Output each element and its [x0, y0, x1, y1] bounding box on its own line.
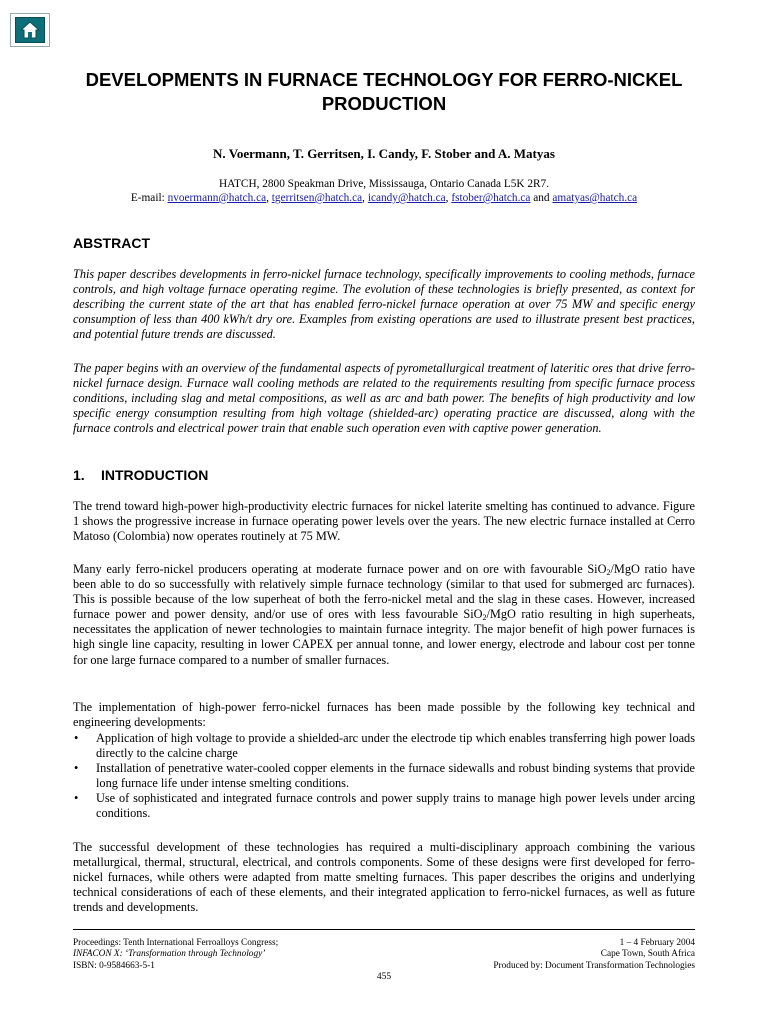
list-item: • Application of high voltage to provide a shielded-arc under the electrode tip which enables transferring high power loads directly to the calcine charge	[74, 731, 695, 761]
email-line: E-mail: nvoermann@hatch.ca, tgerritsen@hatch.ca, icandy@hatch.ca, fstober@hatch.ca and amatyas@hatch.ca	[130, 192, 638, 204]
email-link[interactable]: tgerritsen@hatch.ca	[271, 192, 363, 204]
body-paragraph: The trend toward high-power high-productivity electric furnaces for nickel laterite smelting has continued to advance. Figure 1 shows the progressive increase in furnace operating power levels over the years. The new electric furnace installed at Cerro Matoso (Colombia) now operates routinely at 75 MW.	[73, 499, 695, 544]
email-link[interactable]: fstober@hatch.ca	[451, 192, 531, 204]
footer-divider	[73, 929, 695, 930]
email-link[interactable]: icandy@hatch.ca	[367, 192, 446, 204]
footer-proceedings: Proceedings: Tenth International Ferroalloys Congress; INFACON X: ‘Transformation through Technology’ ISBN: 0-9584663-5-1	[73, 938, 279, 971]
email-link[interactable]: amatyas@hatch.ca	[552, 192, 638, 204]
abstract-heading: ABSTRACT	[73, 235, 150, 251]
list-item: • Use of sophisticated and integrated furnace controls and power supply trains to manage high power levels under arcing conditions.	[74, 791, 695, 821]
body-paragraph: Many early ferro-nickel producers operating at moderate furnace power and on ore with favourable SiO$_2$/MgO ratio have been able to do so successfully with relatively simple furnace technology (similar to that used for submerged arc furnaces). This is possible because of the low superheat of both the ferro-nickel metal and the slag in these cases. However, increased furnace power and power density, and/or use of ores with less favourable SiO$_2$/MgO ratio resulting in high superheats, necessitates the application of newer technologies to maintain furnace integrity. The major benefit of high power furnaces is high single line capacity, resulting in lower CAPEX per annual tonne, and lower energy, electrode and labour cost per tonne for one large furnace compared to a number of smaller furnaces.	[73, 562, 695, 667]
body-paragraph: The successful development of these technologies has required a multi-disciplinary approach combining the various metallurgical, thermal, structural, electrical, and controls components. Some of these designs were first developed for ferro-nickel furnaces, while others were adapted from matte smelting furnaces. This paper describes the origins and underlying technical considerations of each of these elements, and their integrated application to ferro-nickel furnaces, as well as future trends and developments.	[73, 840, 695, 915]
affiliation-address: HATCH, 2800 Speakman Drive, Mississauga, Ontario Canada L5K 2R7.	[218, 178, 550, 190]
bullet-list	[73, 731, 695, 822]
abstract-paragraph: The paper begins with an overview of the fundamental aspects of pyrometallurgical treatment of lateritic ores that drive ferro-nickel furnace design. Furnace wall cooling methods are related to the requirements resulting from specific furnace process conditions, including slag and metal compositions, as well as arc and bath power. The benefits of high productivity and low specific energy consumption resulting from high voltage (shielded-arc) operating practice are discussed, along with the furnace controls and electrical power train that enable such operation even with captive power generation.	[73, 361, 695, 436]
abstract-paragraph: This paper describes developments in ferro-nickel furnace technology, specifically improvements to cooling methods, furnace controls, and high voltage furnace operating regime. The evolution of these technologies is briefly presented, as context for describing the current state of the art that has enabled ferro-nickel furnace operation at over 75 MW and specific energy consumption of less than 400 kWh/t dry ore. Examples from existing operations are used to illustrate present best practices, and potential future trends are discussed.	[73, 267, 695, 342]
bullet-icon: •	[74, 791, 79, 806]
introduction-heading	[73, 467, 208, 483]
page-number: 455	[376, 972, 392, 982]
body-paragraph: The implementation of high-power ferro-nickel furnaces has been made possible by the following key technical and engineering developments:	[73, 700, 695, 730]
email-label: E-mail:	[130, 192, 165, 204]
home-icon	[15, 17, 45, 43]
paper-title: DEVELOPMENTS IN FURNACE TECHNOLOGY FOR FERRO-NICKEL PRODUCTION	[85, 69, 683, 114]
bullet-icon: •	[74, 761, 79, 776]
email-link[interactable]: nvoermann@hatch.ca	[167, 192, 267, 204]
author-list: N. Voermann, T. Gerritsen, I. Candy, F. Stober and A. Matyas	[213, 146, 555, 161]
affiliation-block	[0, 177, 768, 205]
section-title: INTRODUCTION	[101, 467, 209, 483]
list-item: • Installation of penetrative water-cooled copper elements in the furnace sidewalls and robust binding systems that provide long furnace life under intense smelting conditions.	[74, 761, 695, 791]
section-number: 1.	[73, 467, 85, 483]
home-button[interactable]	[10, 13, 50, 47]
bullet-icon: •	[74, 731, 79, 745]
footer-conference: 1 – 4 February 2004 Cape Town, South Africa Produced by: Document Transformation Technologies	[493, 938, 695, 971]
